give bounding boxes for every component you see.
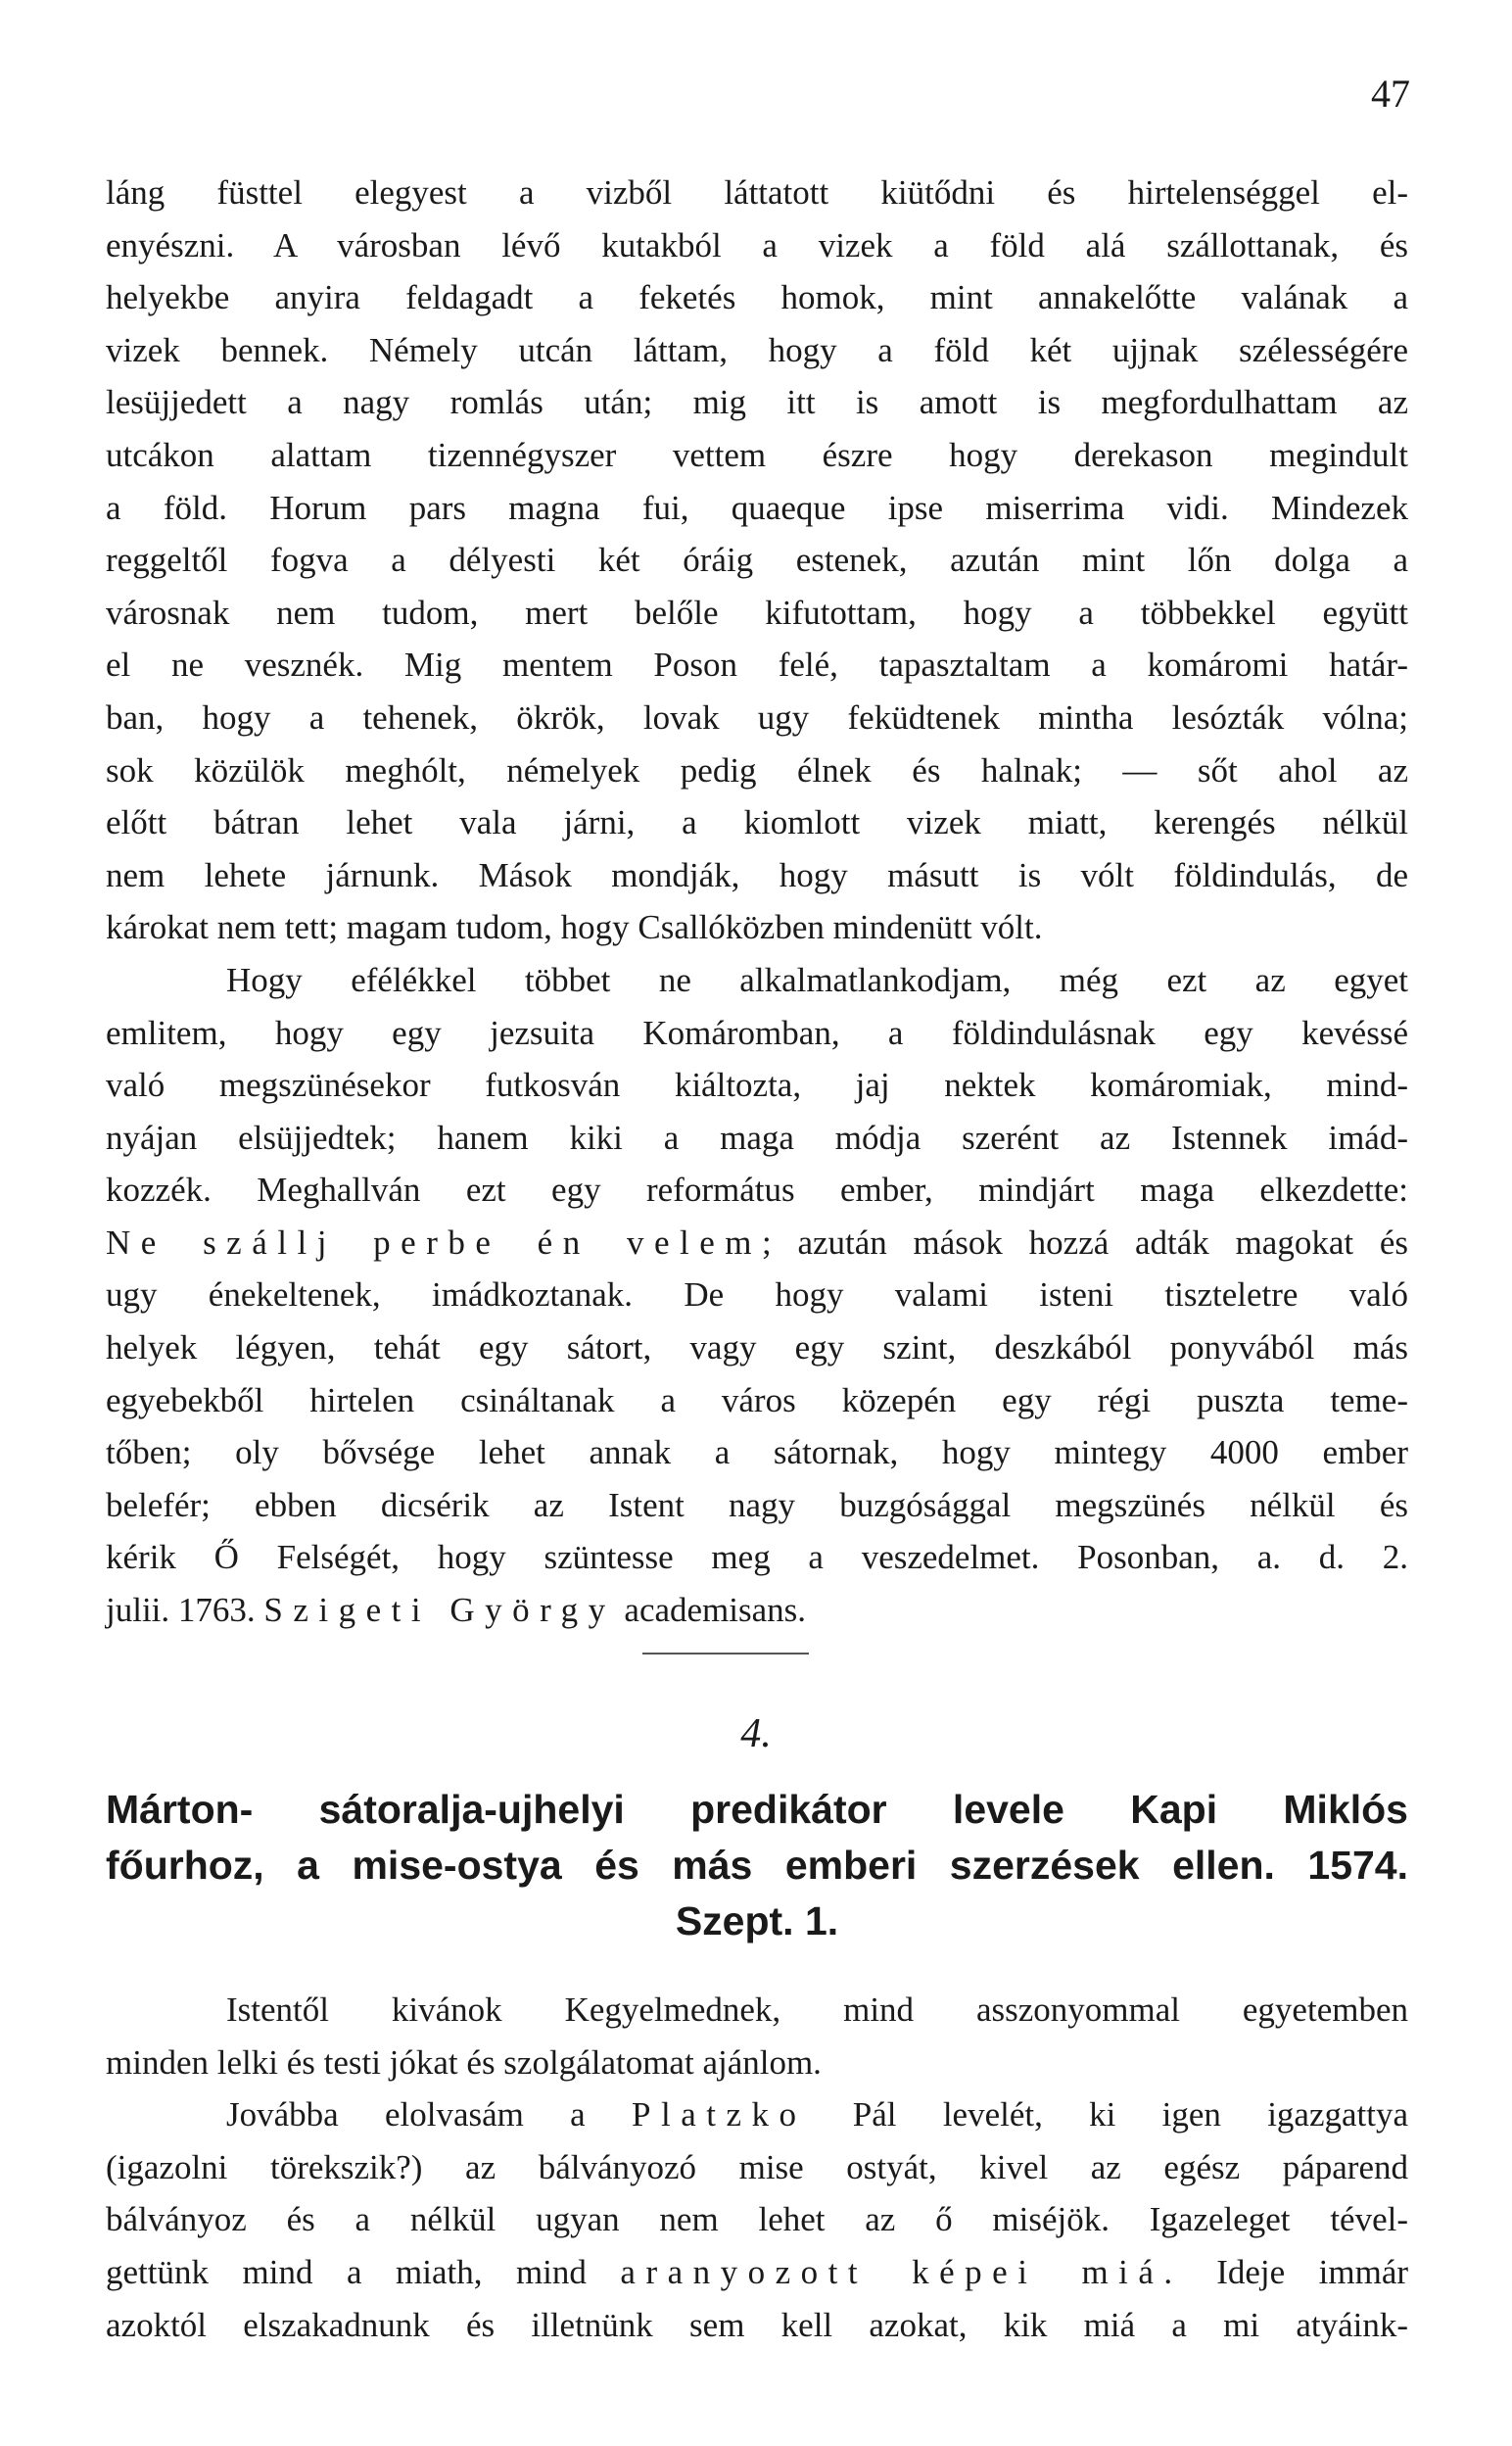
line-start: gettünk mind a miath, mind [106, 2252, 587, 2291]
date-text: julii. 1763. [106, 1591, 256, 1630]
text-line: előtt bátran lehet vala járni, a kiomlott vizek miatt, kerengés nélkül [106, 803, 1408, 842]
text-line: kozzék. Meghallván ezt egy református ember, mindjárt maga elkezdette: [106, 1171, 1408, 1210]
text-line: ban, hogy a tehenek, ökrök, lovak ugy feküdtenek mintha lesózták vólna; [106, 697, 1408, 737]
text-line: kérik Ő Felségét, hogy szüntesse meg a veszedelmet. Posonban, a. d. 2. [106, 1538, 1408, 1577]
text-line: Istentől kivánok Kegyelmednek, mind asszonyommal egyetemben [226, 1990, 1408, 2029]
text-line: lesüjjedett a nagy romlás után; mig itt is amott is megfordulhattam az [106, 383, 1408, 422]
section-heading [106, 1782, 1408, 1949]
text-line: városnak nem tudom, mert belőle kifutottam, hogy a többekkel együtt [106, 593, 1408, 632]
text-line: reggeltől fogva a délyesti két óráig estenek, azután mint lőn dolga a [106, 541, 1408, 580]
author-title: academisans. [624, 1591, 807, 1630]
letter-text [106, 1984, 1408, 2351]
text-line: belefér; ebben dicsérik az Istent nagy buzgósággal megszünés nélkül és [106, 1485, 1408, 1524]
text-line: nyájan elsüjjedtek; hanem kiki a maga módja szerént az Istennek imád- [106, 1118, 1408, 1157]
text-line: a föld. Horum pars magna fui, quaeque ipse miserrima vidi. Mindezek [106, 488, 1408, 527]
heading-line: Márton- sátoralja-ujhelyi predikátor levele Kapi Miklós [106, 1787, 1408, 1832]
heading-date: Szept. 1. [675, 1898, 839, 1943]
text-line: helyekbe anyira feldagadt a feketés homok, mint annakelőtte valának a [106, 278, 1408, 317]
text-line: ugy énekeltenek, imádkoztanak. De hogy valami isteni tiszteletre való [106, 1275, 1408, 1315]
text-line: nem lehete járnunk. Mások mondják, hogy másutt is vólt földindulás, de [106, 855, 1408, 894]
text-line: egyebekből hirtelen csináltanak a város közepén egy régi puszta teme- [106, 1380, 1408, 1419]
text-line [106, 2088, 1408, 2141]
text-line: minden lelki és testi jókat és szolgálatomat ajánlom. [106, 2042, 822, 2082]
text-line: tőben; oly bővsége lehet annak a sátornak, hogy mintegy 4000 ember [106, 1433, 1408, 1472]
text-line: emlitem, hogy egy jezsuita Komáromban, a földindulásnak egy kevéssé [106, 1013, 1408, 1052]
text-line: való megszünésekor futkosván kiáltozta, jaj nektek komáromiak, mind- [106, 1066, 1408, 1105]
page-number: 47 [1371, 72, 1410, 116]
text-line: enyészni. A városban lévő kutakból a vizek a föld alá szállottanak, és [106, 225, 1408, 264]
line-end: Pál levelét, ki igen igazgattya [852, 2095, 1409, 2134]
text-line: utcákon alattam tizennégyszer vettem észre hogy derekason megindult [106, 435, 1408, 474]
text-line [106, 1584, 1408, 1637]
heading-line: főurhoz, a mise-ostya és más emberi szerzések ellen. 1574. [106, 1843, 1408, 1888]
section-number: 4. [740, 1711, 772, 1756]
text-line: el ne vesznék. Mig mentem Poson felé, tapasztaltam a komáromi határ- [106, 646, 1408, 685]
text-line: (igazolni törekszik?) az bálványozó mise ostyát, kivel az egész páparend [106, 2147, 1408, 2186]
text-line: vizek bennek. Némely utcán láttam, hogy a föld két ujjnak szélességére [106, 330, 1408, 369]
spaced-phrase: aranyozott képei miá. [620, 2252, 1183, 2291]
text-line: Hogy efélékkel többet ne alkalmatlankodjam, még ezt az egyet [226, 960, 1408, 999]
line-continuation: ; azután mások hozzá adták magokat és [761, 1223, 1408, 1262]
line-start: Jovábba elolvasám a [226, 2095, 586, 2134]
text-line: bálványoz és a nélkül ugyan nem lehet az ő miséjök. Igazeleget tével- [106, 2200, 1408, 2239]
spaced-name: Platzko [632, 2095, 807, 2134]
text-line [106, 2246, 1408, 2299]
author-name: Szigeti György [263, 1591, 616, 1630]
text-line: sok közülök meghólt, némelyek pedig élnek és halnak; — sőt ahol az [106, 750, 1408, 790]
spaced-quote: Ne szállj perbe én velem [106, 1223, 762, 1262]
text-line: azoktól elszakadnunk és illetnünk sem kell azokat, kik miá a mi atyáink- [106, 2305, 1408, 2344]
body-text [106, 167, 1408, 1637]
text-line: helyek légyen, tehát egy sátort, vagy egy szint, deszkából ponyvából más [106, 1328, 1408, 1367]
text-line: károkat nem tett; magam tudom, hogy Csallóközben mindenütt vólt. [106, 908, 1043, 947]
line-end: Ideje immár [1216, 2252, 1409, 2291]
text-line [106, 1217, 1408, 1270]
section-divider [642, 1653, 809, 1655]
text-line: láng füsttel elegyest a vizből láttatott kiütődni és hirtelenséggel el- [106, 173, 1408, 212]
